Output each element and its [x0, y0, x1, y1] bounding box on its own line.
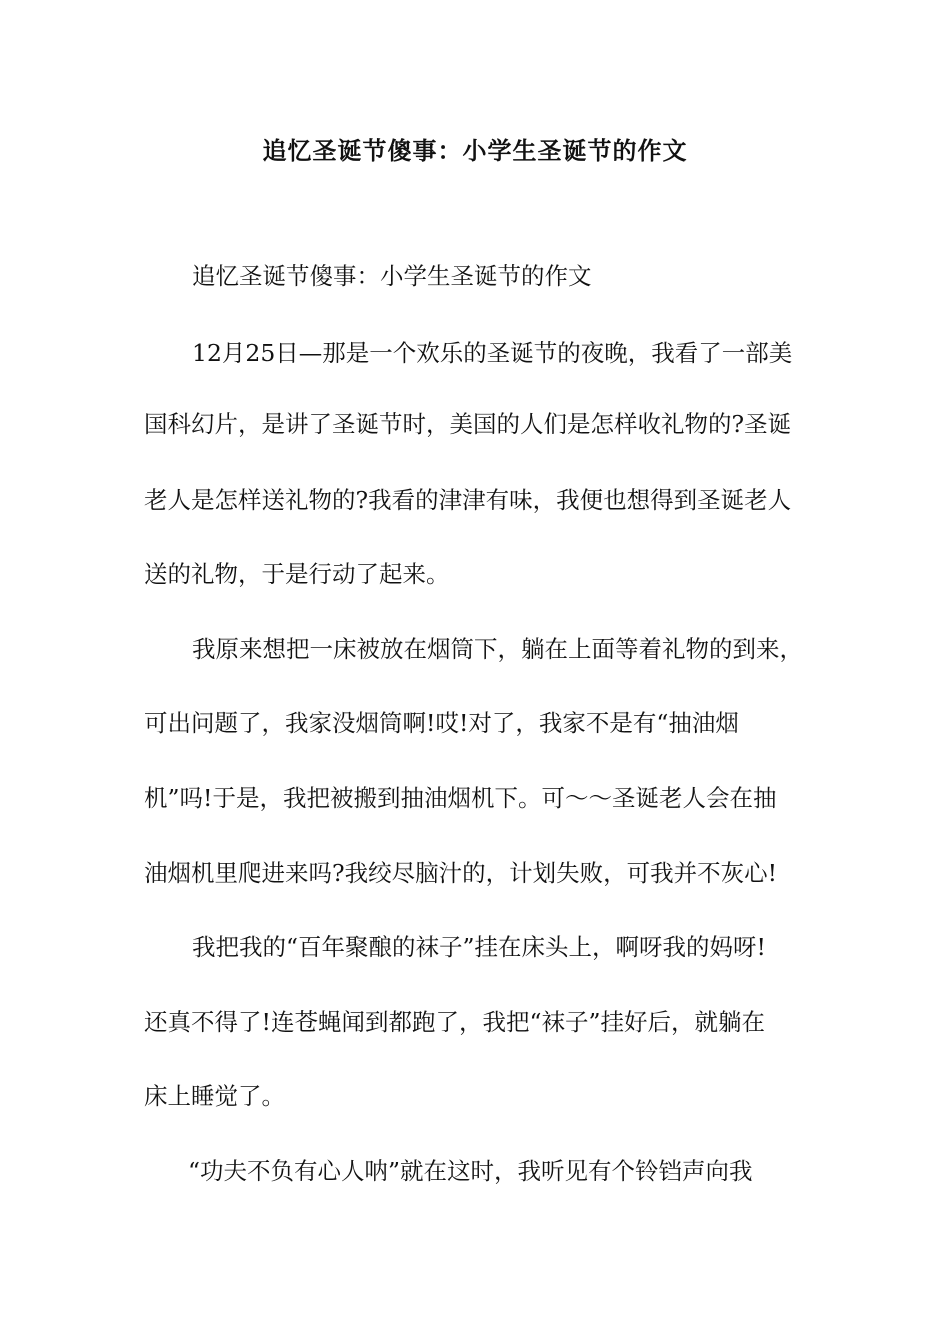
paragraph-2-line-3: 机”吗!于是，我把被搬到抽油烟机下。可～～圣诞老人会在抽: [144, 784, 777, 812]
subtitle-line: 追忆圣诞节傻事：小学生圣诞节的作文: [192, 262, 592, 290]
paragraph-3-line-1: 我把我的“百年聚酿的袜子”挂在床头上，啊呀我的妈呀!: [192, 933, 766, 961]
paragraph-2-line-2: 可出问题了，我家没烟筒啊!哎!对了，我家不是有“抽油烟: [144, 709, 739, 737]
paragraph-3-line-3: 床上睡觉了。: [144, 1082, 285, 1110]
paragraph-1-line-1: 12月25日—那是一个欢乐的圣诞节的夜晚，我看了一部美: [192, 339, 793, 367]
paragraph-4-line-1: “功夫不负有心人呐”就在这时，我听见有个铃铛声向我: [188, 1157, 753, 1185]
paragraph-1-line-2: 国科幻片，是讲了圣诞节时，美国的人们是怎样收礼物的?圣诞: [144, 410, 792, 438]
paragraph-2-line-4: 油烟机里爬进来吗?我绞尽脑汁的，计划失败，可我并不灰心!: [144, 859, 778, 887]
paragraph-1-line-3: 老人是怎样送礼物的?我看的津津有味，我便也想得到圣诞老人: [144, 486, 792, 514]
paragraph-3-line-2: 还真不得了!连苍蝇闻到都跑了，我把“袜子”挂好后，就躺在: [144, 1008, 765, 1036]
paragraph-1-line-4: 送的礼物，于是行动了起来。: [144, 560, 450, 588]
paragraph-2-line-1: 我原来想把一床被放在烟筒下，躺在上面等着礼物的到来，: [192, 635, 803, 663]
document-title: 追忆圣诞节傻事：小学生圣诞节的作文: [262, 137, 688, 165]
